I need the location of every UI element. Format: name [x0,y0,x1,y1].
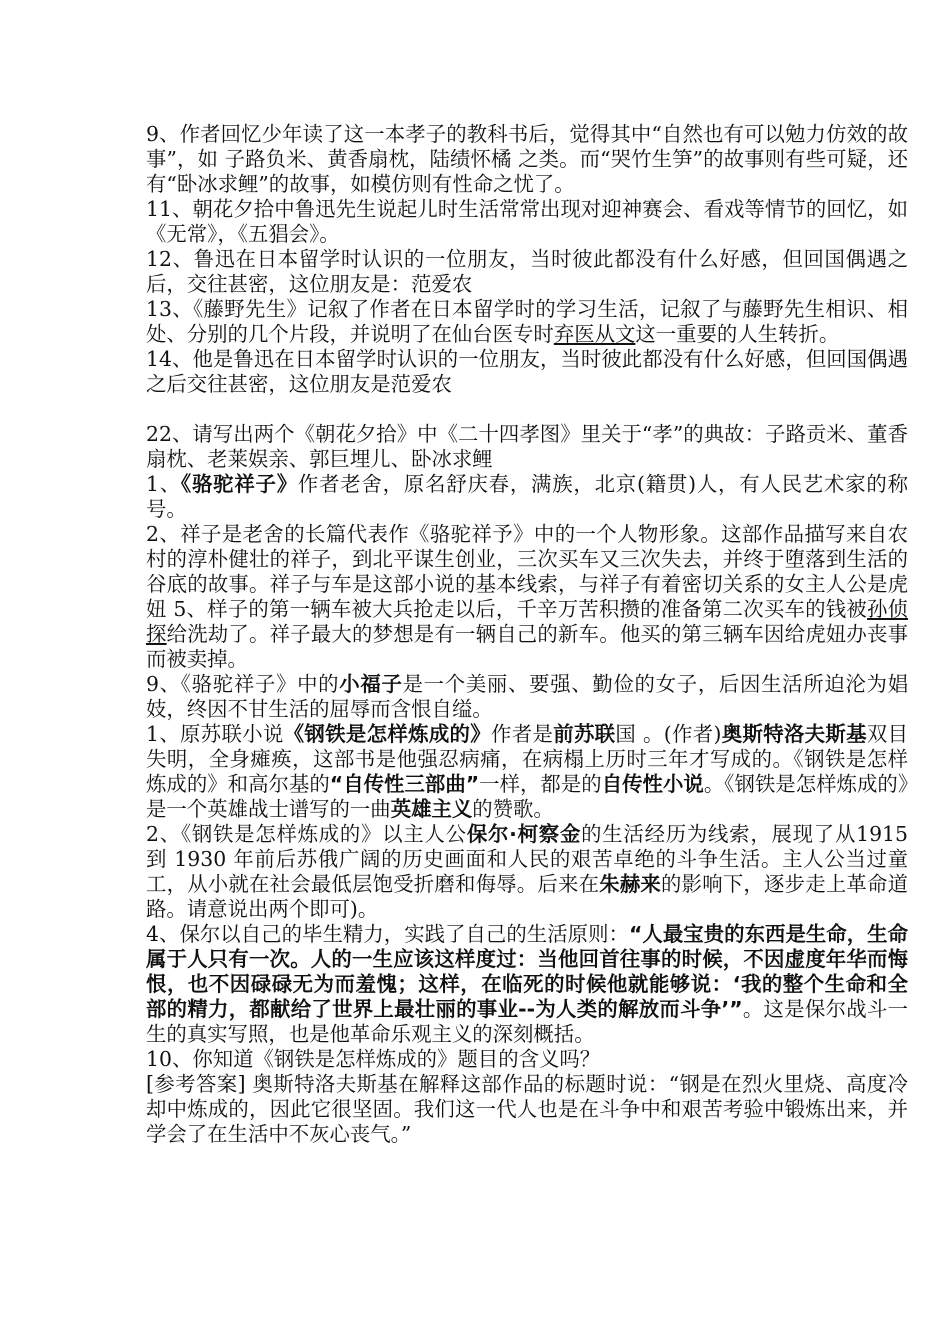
paragraph-text: 1、原苏联小说 [146,722,284,746]
paragraph-text: [参考答案] 奥斯特洛夫斯基在解释这部作品的标题时说：“钢是在烈火里烧、高度冷却中炼成的，因此它很坚固。我们这一代人也是在斗争中和艰苦考验中锻炼出来，并学会了在生活中不灰心丧气。” [146,1072,908,1146]
bold-text: 小福子 [339,672,403,696]
bold-text: 朱赫来 [599,872,662,896]
bold-text: “人最宝贵的东西是生命，生命属于人只有一次。人的一生应该这样度过：当他回首往事的时候，不因虚度年华而悔恨，也不因碌碌无为而羞愧；这样，在临死的时候他就能够说：‘我的整个生命和全部的精力，都献给了世界上最壮丽的事业--为人类的解放而斗争’” [146,922,908,1021]
paragraph-text: 。这是保尔战斗一生的真实写照，也是他革命乐观主义的深刻概括。 [146,997,908,1046]
paragraph [146,122,908,197]
bold-text: 奥斯特洛夫斯基 [721,722,867,746]
paragraph [146,422,908,472]
underlined-text: 弃医从文 [553,322,636,346]
paragraph [146,822,908,922]
paragraph [146,1072,908,1147]
paragraph [146,472,908,522]
paragraph-text: 12、鲁迅在日本留学时认识的一位朋友，当时彼此都没有什么好感，但回国偶遇之后，交往甚密，这位朋友是：范爱农 [146,247,908,296]
paragraph-text: 是一个美丽、要强、勤俭的女子，后因生活所迫沦为娼妓，终因不甘生活的屈辱而含恨自缢。 [146,672,909,721]
paragraph-text: 10、你知道《钢铁是怎样炼成的》题目的含义吗？ [146,1047,601,1071]
paragraph-text: 这一重要的人生转折。 [635,322,840,346]
paragraph-text: 。《钢铁是怎样炼成的》是一个英雄战士谱写的一曲 [146,772,909,821]
blank-line [146,397,908,422]
paragraph-text: 一样，都是的 [479,772,602,796]
paragraph-text: 2、《钢铁是怎样炼成的》以主人公 [146,822,467,846]
bold-text: 前苏联 [553,722,616,746]
paragraph [146,672,908,722]
paragraph-text: 给洗劫了。祥子最大的梦想是有一辆自己的新车。他买的第三辆车因给虎妞办丧事而被卖掉。 [146,622,909,671]
bold-text: 《骆驼祥子》 [180,472,298,496]
document-page [146,122,908,1147]
paragraph [146,297,908,347]
paragraph [146,247,908,297]
paragraph-text: 1、 [146,472,181,496]
paragraph-text: 4、保尔以自己的毕生精力，实践了自己的生活原则： [146,922,629,946]
paragraph [146,197,908,247]
paragraph-text: 的影响下，逐步走上革命道路。请意说出两个即可)。 [146,872,909,921]
paragraph-text: 22、请写出两个《朝花夕拾》中《二十四孝图》里关于“孝”的典故：子路贡米、董香扇枕、老莱娱亲、郭巨埋儿、卧冰求鲤 [146,422,908,471]
paragraph [146,522,908,672]
paragraph-text: 9、《骆驼祥子》中的 [146,672,340,696]
bold-text: 保尔·柯察金 [466,822,582,846]
paragraph-text: 14、他是鲁迅在日本留学时认识的一位朋友，当时彼此都没有什么好感，但回国偶遇之后交往甚密，这位朋友是范爱农 [146,347,908,396]
paragraph-text: 作者是 [491,722,554,746]
paragraph-text: 11、朝花夕拾中鲁迅先生说起儿时生活常常出现对迎神赛会、看戏等情节的回忆，如《无常》，《五猖会》。 [146,197,908,246]
paragraph [146,1047,908,1072]
paragraph-text: 9、作者回忆少年读了这一本孝子的教科书后，觉得其中“自然也有可以勉力仿效的故事”，如 子路负米、黄香扇枕，陆绩怀橘 之类。而“哭竹生笋”的故事则有些可疑，还有“卧冰求鲤”的故事，如模仿则有性命之忧了。 [146,122,908,196]
bold-text: 自传性小说 [601,772,704,796]
paragraph-text: 13、《藤野先生》记叙了作者在日本留学时的学习生活，记叙了与藤野先生相识、相处、分别的几个片段，并说明了在仙台医专时 [146,297,908,346]
paragraph [146,922,908,1047]
paragraph-text: 2、祥子是老舍的长篇代表作《骆驼祥予》中的一个人物形象。这部作品描写来自农村的淳朴健壮的祥子，到北平谋生创业，三次买车又三次失去，并终于堕落到生活的谷底的故事。祥子与车是这部小说的基本线索，与祥子有着密切关系的女主人公是虎妞 5、样子的第一辆车被大兵抢走以后，千辛万苦积攒的准备第二次买车的钱被 [146,522,908,621]
paragraph [146,347,908,397]
paragraph-text: 国 。(作者) [615,722,722,746]
bold-text: 英雄主义 [390,797,473,821]
paragraph-text: 的赞歌。 [472,797,554,821]
paragraph-text: 作者老舍，原名舒庆春，满族，北京(籍贯)人，有人民艺术家的称号。 [146,472,908,521]
underlined-text: 孙侦探 [146,597,909,646]
paragraph-text: 双目失明，全身瘫痪，这部书是他强忍病痛，在病榻上历时三年才写成的。《钢铁是怎样炼成的》和高尔基的 [146,722,909,796]
bold-text: “自传性三部曲” [329,772,480,796]
paragraph-text: 的生活经历为线索，展现了从1915 到 1930 年前后苏俄广阔的历史画面和人民的艰苦卓绝的斗争生活。主人公当过童工，从小就在社会最低层饱受折磨和侮辱。后来在 [146,822,908,896]
paragraph [146,722,908,822]
bold-text: 《钢铁是怎样炼成的》 [283,722,492,746]
